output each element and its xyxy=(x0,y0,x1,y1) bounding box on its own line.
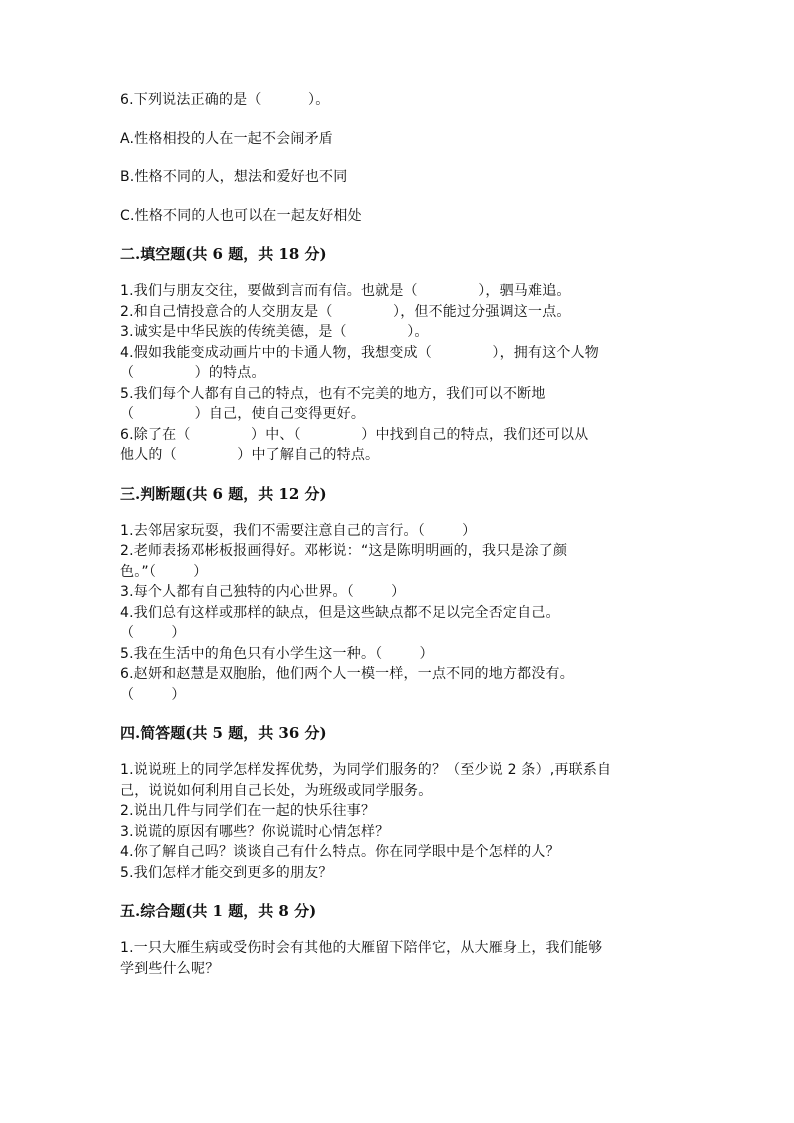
text-line: 2.和自己情投意合的人交朋友是（ ），但不能过分强调这一点。 xyxy=(120,303,571,320)
text-line: 1.说说班上的同学怎样发挥优势，为同学们服务的？（至少说 2 条）,再联系自 xyxy=(120,762,612,778)
text-line: 4.你了解自己吗？谈谈自己有什么特点。你在同学眼中是个怎样的人？ xyxy=(120,844,560,860)
section-comprehensive-title: 五.综合题(共 1 题，共 8 分) xyxy=(120,902,317,920)
text-line: （ ） xyxy=(120,686,186,703)
section-fill-blank-title: 二.填空题(共 6 题，共 18 分) xyxy=(120,245,327,263)
section-true-false-body xyxy=(120,521,680,706)
section-short-answer-title: 四.简答题(共 5 题，共 36 分) xyxy=(120,724,327,742)
text-line: 1.一只大雁生病或受伤时会有其他的大雁留下陪伴它，从大雁身上，我们能够 xyxy=(120,940,603,956)
text-line: 2.说出几件与同学们在一起的快乐往事？ xyxy=(120,803,376,819)
text-line: 3.说谎的原因有哪些？你说谎时心情怎样？ xyxy=(120,823,390,840)
question-6-stem: 6.下列说法正确的是（ ）。 xyxy=(120,92,330,108)
section-fill-blank-body xyxy=(120,281,680,466)
text-line: 4.假如我能变成动画片中的卡通人物，我想变成（ ），拥有这个人物 xyxy=(120,344,600,361)
text-line: 1.去邻居家玩耍，我们不需要注意自己的言行。（ ） xyxy=(120,522,477,539)
text-line: 1.我们与朋友交往，要做到言而有信。也就是（ ），驷马难追。 xyxy=(120,283,571,299)
text-line: 3.每个人都有自己独特的内心世界。（ ） xyxy=(120,584,406,600)
text-line: 5.我在生活中的角色只有小学生这一种。（ ） xyxy=(120,645,434,662)
text-line: 6.赵妍和赵慧是双胞胎，他们两个人一模一样，一点不同的地方都没有。 xyxy=(120,666,574,682)
text-line: 2.老师表扬邓彬板报画得好。邓彬说：“这是陈明明画的，我只是涂了颜 xyxy=(120,543,568,559)
text-line: 6.除了在（ ）中、（ ）中找到自己的特点，我们还可以从 xyxy=(120,426,589,443)
text-line: （ ） xyxy=(120,625,186,641)
section-true-false-title: 三.判断题(共 6 题，共 12 分) xyxy=(120,484,327,503)
text-line: 他人的（ ）中了解自己的特点。 xyxy=(120,447,380,463)
text-line: 5.我们每个人都有自己的特点，也有不完美的地方，我们可以不断地 xyxy=(120,385,546,402)
section-short-answer-body xyxy=(120,760,680,883)
text-line: 5.我们怎样才能交到更多的朋友？ xyxy=(120,864,333,881)
text-line: 4.我们总有这样或那样的缺点，但是这些缺点都不足以完全否定自己。 xyxy=(120,604,560,621)
text-line: 学到些什么呢？ xyxy=(120,960,220,977)
question-6-option-a: A.性格相投的人在一起不会闹矛盾 xyxy=(120,130,333,147)
text-line: 色。”（ ） xyxy=(120,563,208,580)
worksheet-page xyxy=(120,90,680,979)
section-comprehensive-body xyxy=(120,938,680,979)
text-line: 己，说说如何利用自己长处，为班级或同学服务。 xyxy=(120,782,433,799)
question-6-option-c: C.性格不同的人也可以在一起友好相处 xyxy=(120,207,362,224)
question-6-option-b: B.性格不同的人，想法和爱好也不同 xyxy=(120,169,348,185)
text-line: （ ）的特点。 xyxy=(120,365,266,381)
text-line: 3.诚实是中华民族的传统美德，是（ ）。 xyxy=(120,324,429,340)
text-line: （ ）自己，使自己变得更好。 xyxy=(120,406,366,422)
